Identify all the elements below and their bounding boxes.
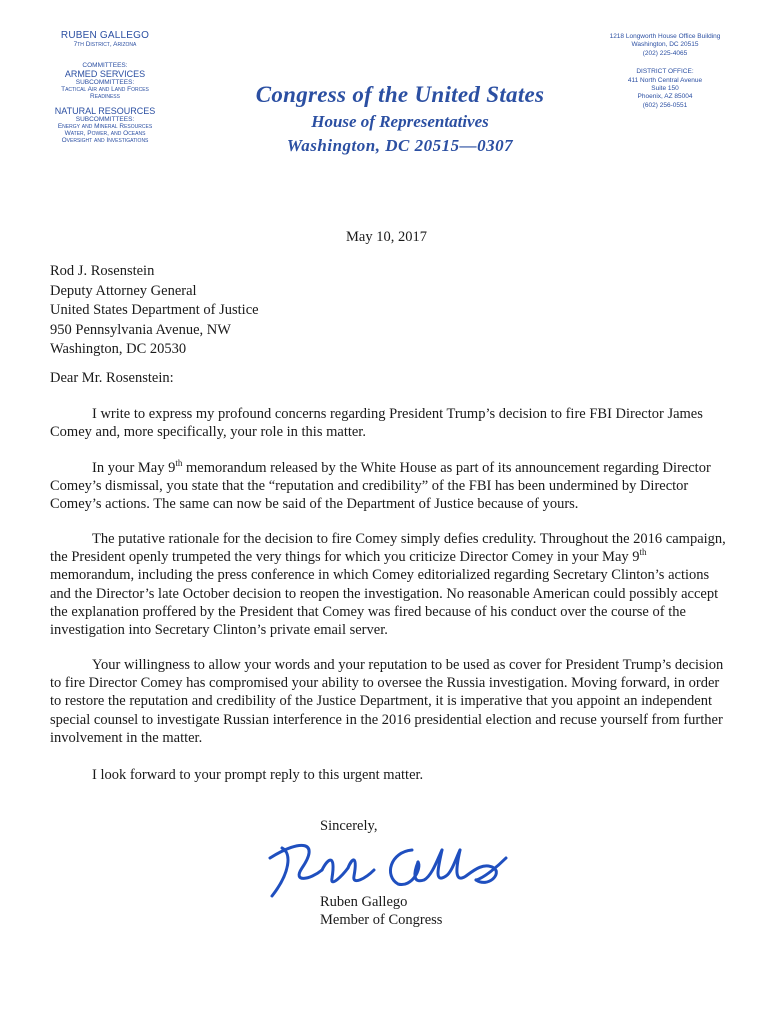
subcommittee-water: Water, Power, and Oceans	[64, 130, 146, 137]
paragraph-2-start: In your May 9	[92, 460, 176, 476]
district-office-phone: (602) 256-0551	[642, 101, 688, 109]
letterhead-house: House of Representatives	[311, 112, 489, 131]
subcommittees-label: SUBCOMMITTEES:	[75, 79, 135, 86]
paragraph-4: Your willingness to allow your words and your reputation to be used as cover for President Trump’s decision to fire Director Comey has compromised your ability to oversee the Russia investigation. Moving forward, in order to restore the reputation and credibility of the Justice Department, it is imperative that you appoint an independent special counsel to investigate Russian interference in the 2016 presidential election and recuse yourself from further involvement in the matter.	[50, 657, 724, 746]
subcommittee-oversight: Oversight and Investigations	[61, 137, 149, 144]
district-office-line1: 411 North Central Avenue	[627, 76, 703, 84]
letterhead-right	[580, 33, 750, 110]
district-office-line3: Phoenix, AZ 85004	[637, 93, 693, 101]
paragraph-2-rest: memorandum released by the White House as part of its announcement regarding Director Comey’s dismissal, you state that the “reputation and credibility” of the FBI has been undermined by Director Comey’s actions. The same can now be said of the Department of Justice because of yours.	[50, 460, 711, 513]
signer-title: Member of Congress	[320, 912, 443, 928]
closing: Sincerely,	[320, 818, 378, 834]
recipient-title: Deputy Attorney General	[50, 282, 197, 299]
paragraph-2	[50, 459, 730, 514]
letterhead-left	[0, 30, 210, 144]
signer-block	[320, 893, 442, 929]
recipient-street: 950 Pennsylvania Avenue, NW	[50, 321, 231, 338]
recipient-address	[50, 262, 259, 360]
paragraph-3	[50, 530, 730, 639]
member-district: 7th District, Arizona	[73, 41, 137, 48]
salutation: Dear Mr. Rosenstein:	[50, 370, 174, 386]
letterhead-city: Washington, DC 20515—0307	[286, 136, 514, 155]
paragraph-3-start: The putative rationale for the decision to fire Comey simply defies credulity. Throughout the 2016 campaign, the President openly trumpeted the very things for which you criticize Director Comey in your May 9	[50, 531, 726, 566]
committees-label: COMMITTEES:	[82, 62, 128, 69]
subcommittee-readiness: Readiness	[90, 93, 120, 100]
subcommittee-energy: Energy and Mineral Resources	[57, 123, 153, 130]
recipient-name: Rod J. Rosenstein	[50, 263, 155, 279]
recipient-department: United States Department of Justice	[50, 302, 259, 319]
superscript: th	[175, 458, 183, 469]
district-office-label: DISTRICT OFFICE:	[636, 68, 694, 76]
member-name: RUBEN GALLEGO	[60, 30, 150, 41]
paragraph-5: I look forward to your prompt reply to this urgent matter.	[92, 767, 424, 783]
superscript: th	[639, 547, 647, 558]
signer-name: Ruben Gallego	[320, 894, 408, 910]
subcommittees-label: SUBCOMMITTEES:	[75, 116, 135, 123]
dc-office-phone: (202) 225-4065	[642, 49, 688, 57]
committee-armed-services: ARMED SERVICES	[64, 69, 146, 79]
letterhead-title: Congress of the United States	[255, 82, 545, 107]
paragraph-1: I write to express my profound concerns regarding President Trump’s decision to fire FBI Director James Comey and, more specifically, your role in this matter.	[50, 406, 703, 441]
letter-date: May 10, 2017	[346, 229, 427, 245]
paragraph-3-rest: memorandum, including the press conference in which Comey editorialized regarding Secretary Clinton’s actions and the Director’s late October decision to reopen the investigation. No reasonable American could possibly accept the explanation proffered by the President that Comey was fired because of his conduct over the course of the investigation into Secretary Clinton’s private email server.	[50, 567, 719, 639]
dc-office-line2: Washington, DC 20515	[631, 41, 699, 49]
letterhead-title-block	[200, 80, 600, 158]
recipient-city: Washington, DC 20530	[50, 341, 187, 358]
subcommittee-tactical: Tactical Air and Land Forces	[61, 86, 149, 93]
district-office-line2: Suite 150	[651, 85, 679, 93]
dc-office-line1: 1218 Longworth House Office Building	[609, 33, 721, 40]
committee-natural-resources: NATURAL RESOURCES	[54, 106, 156, 116]
